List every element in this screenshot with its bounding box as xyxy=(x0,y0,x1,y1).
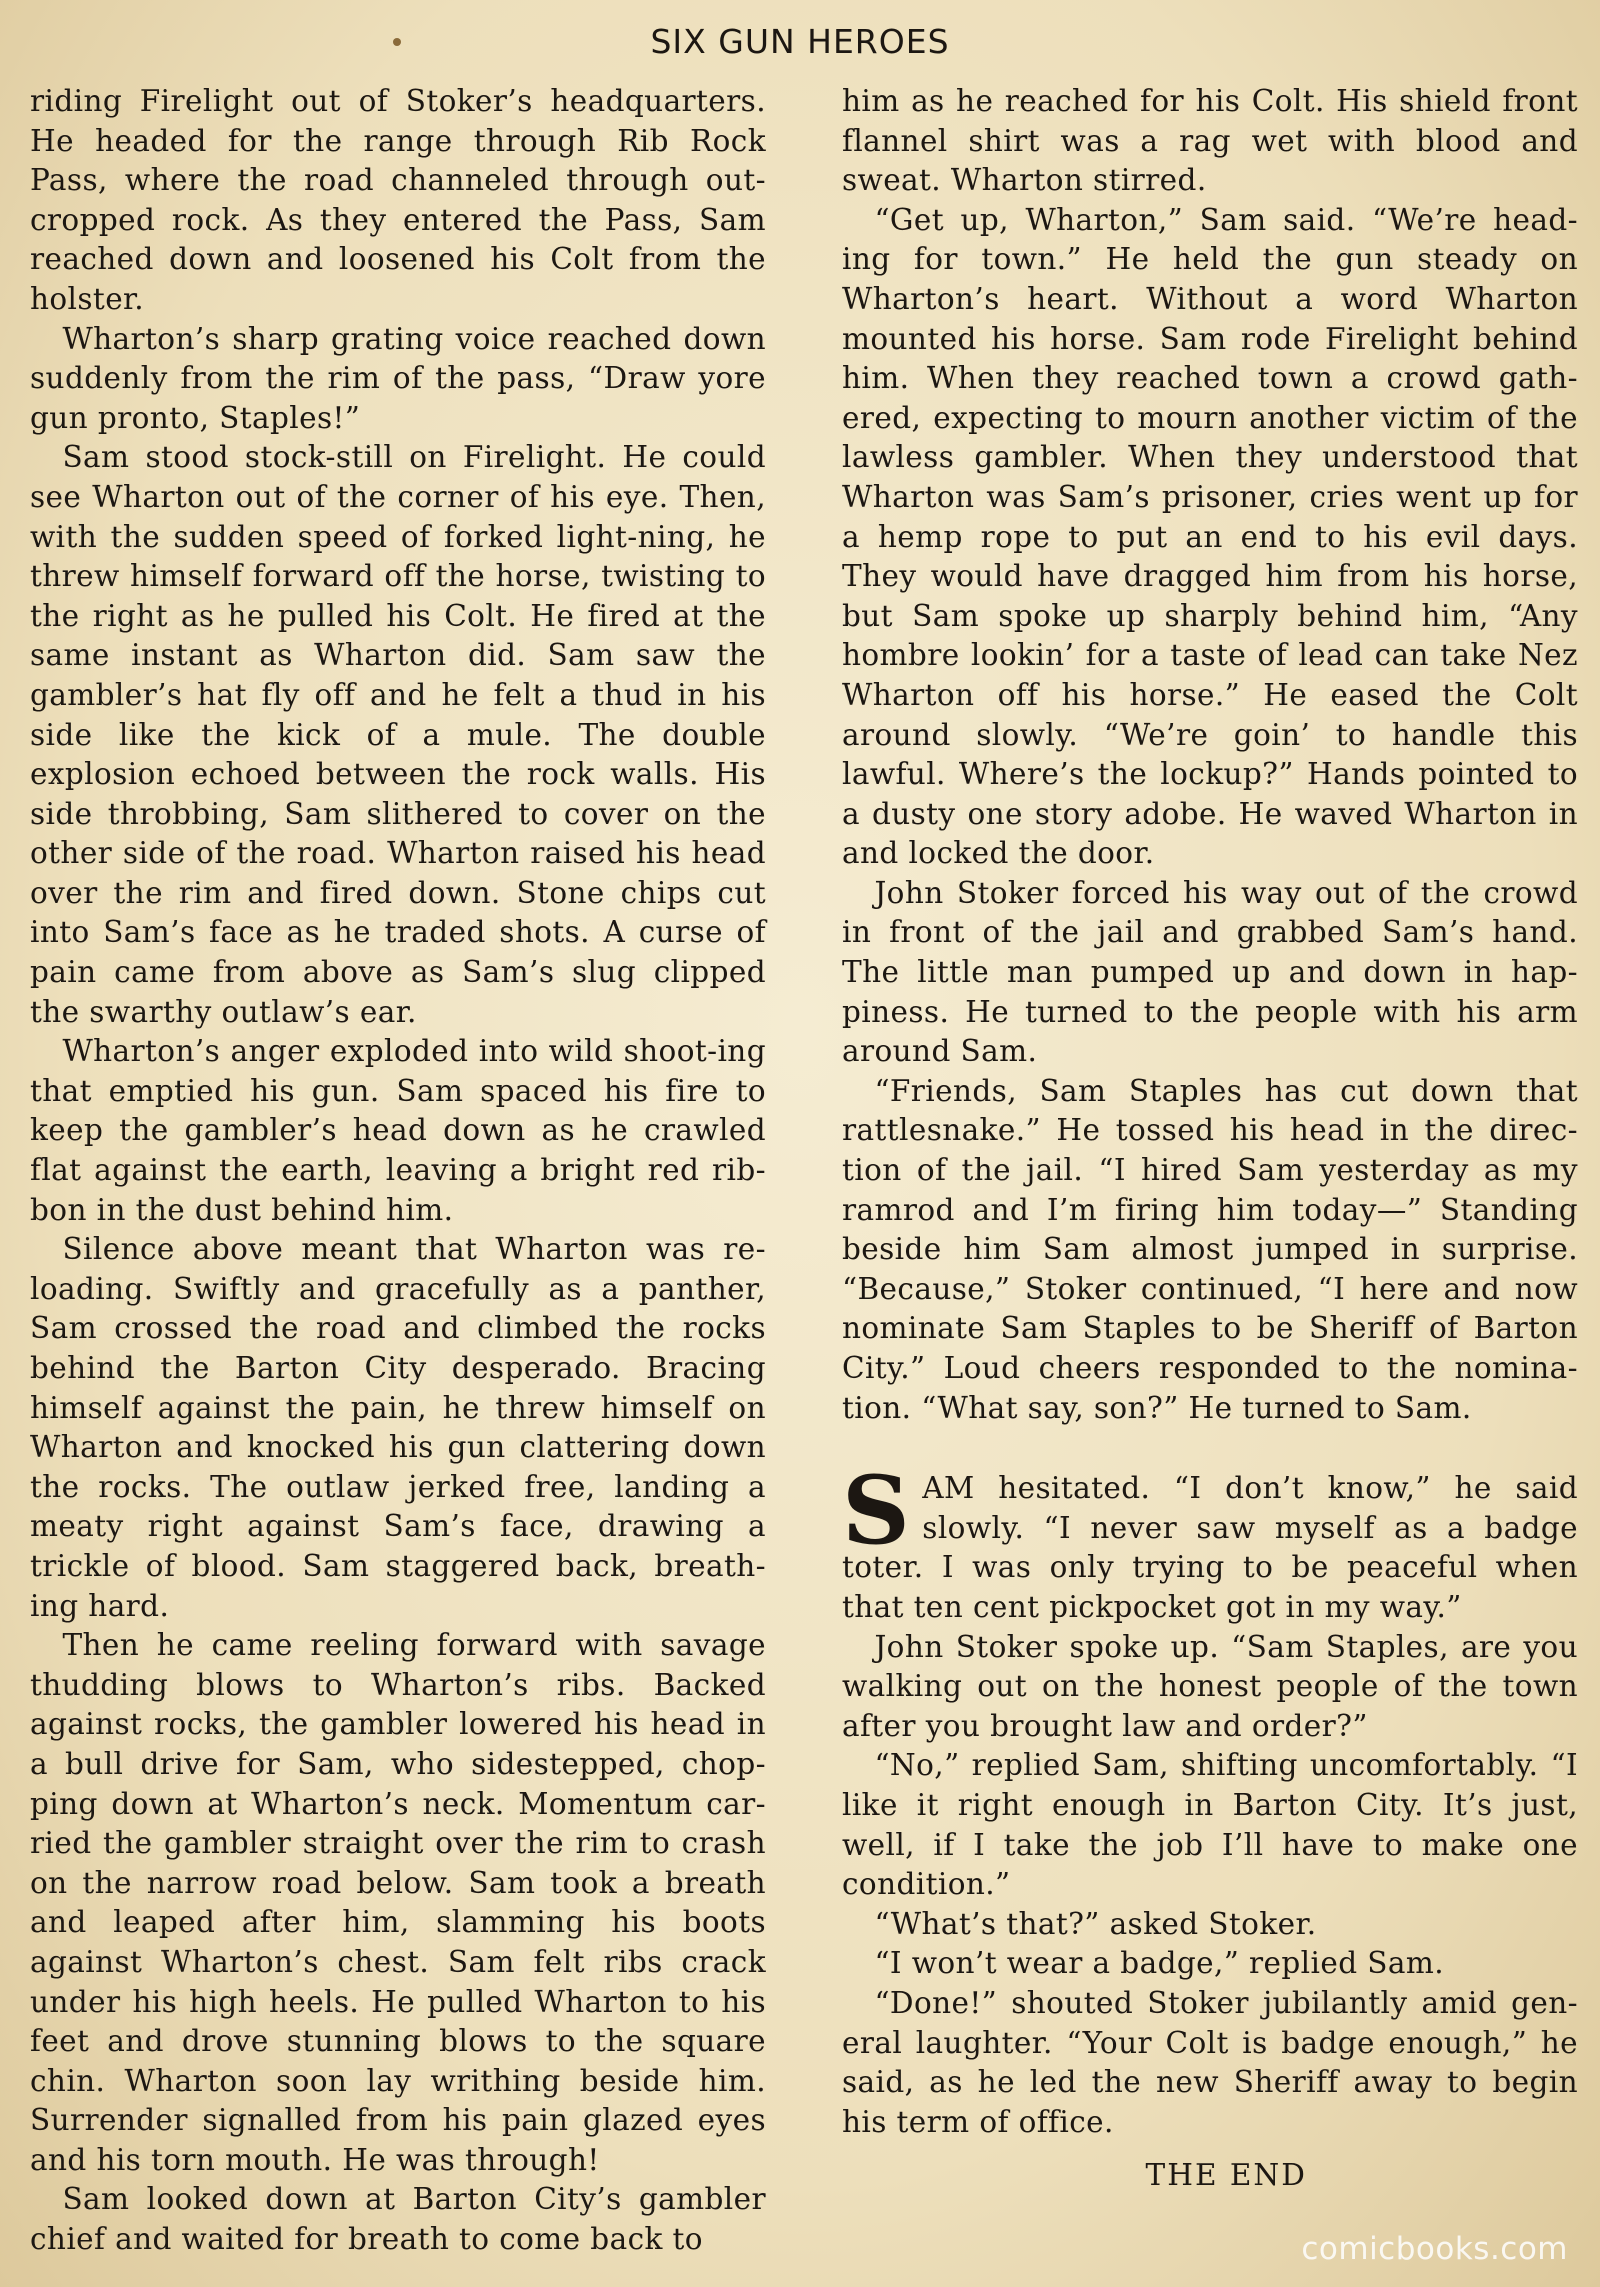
right-text-column xyxy=(842,82,1578,2196)
paragraph: John Stoker spoke up. “Sam Staples, are you walking out on the honest people of the town after you brought law and order?” xyxy=(842,1629,1578,1743)
paragraph: Sam stood stock-still on Firelight. He could see Wharton out of the corner of his eye. Then, with the sudden speed of forked light-ning, he threw himself forward off the horse, twisting to the right as he pulled his Colt. He fired at the same instant as Wharton did. Sam saw the gambler’s hat fly off and he felt a thud in his side like the kick of a mule. The double explosion echoed between the rock walls. His side throbbing, Sam slithered to cover on the other side of the road. Wharton raised his head over the rim and fired down. Stone chips cut into Sam’s face as he traded shots. A curse of pain came from above as Sam’s slug clipped the swarthy outlaw’s ear. xyxy=(30,440,766,1029)
paragraph: Wharton’s sharp grating voice reached down suddenly from the rim of the pass, “Draw yore gun pronto, Staples!” xyxy=(30,321,766,435)
header-ornament-dot xyxy=(393,38,401,46)
drop-cap-letter: S xyxy=(842,1456,911,1567)
dropcap-paragraph-text: AM hesitated. “I don’t know,” he said slowly. “I never saw myself as a badge toter. I was only trying to be peaceful when that ten cent pickpocket got in my way.” xyxy=(842,1471,1578,1624)
paragraph: Silence above meant that Wharton was re-loading. Swiftly and gracefully as a panther, Sam crossed the road and climbed the rocks behind the Barton City desperado. Bracing himself against the pain, he threw himself on Wharton and knocked his gun clattering down the rocks. The outlaw jerked free, landing a meaty right against Sam’s face, drawing a trickle of blood. Sam staggered back, breath-ing hard. xyxy=(30,1232,766,1623)
left-text-column xyxy=(30,82,766,2260)
paragraph: John Stoker forced his way out of the crowd in front of the jail and grabbed Sam’s hand. The little man pumped up and down in hap-piness. He turned to the people with his arm around Sam. xyxy=(842,875,1578,1069)
paragraph: Sam looked down at Barton City’s gambler chief and waited for breath to come back to xyxy=(30,2182,766,2257)
paragraph: him as he reached for his Colt. His shield front flannel shirt was a rag wet with blood and sweat. Wharton stirred. xyxy=(842,84,1578,198)
dropcap-paragraph xyxy=(842,1456,1578,1627)
page-title: SIX GUN HEROES xyxy=(650,22,950,61)
paragraph: Wharton’s anger exploded into wild shoot-ing that emptied his gun. Sam spaced his fire to keep the gambler’s head down as he crawled flat against the earth, leaving a bright red rib-bon in the dust behind him. xyxy=(30,1034,766,1227)
paragraph: “What’s that?” asked Stoker. xyxy=(874,1906,1317,1941)
paragraph: “Get up, Wharton,” Sam said. “We’re head-ing for town.” He held the gun steady on Wharton’s heart. Without a word Wharton mounted his horse. Sam rode Firelight behind him. When they reached town a crowd gath-ered, expecting to mourn another victim of the lawless gambler. When they understood that Wharton was Sam’s prisoner, cries went up for a hemp rope to put an end to his evil days. They would have dragged him from his horse, but Sam spoke up sharply behind him, “Any hombre lookin’ for a taste of lead can take Nez Wharton off his horse.” He eased the Colt around slowly. “We’re goin’ to handle this lawful. Where’s the lockup?” Hands pointed to a dusty one story adobe. He waved Wharton in and locked the door. xyxy=(842,202,1578,871)
paragraph: Then he came reeling forward with savage thudding blows to Wharton’s ribs. Backed against rocks, the gambler lowered his head in a bull drive for Sam, who sidestepped, chop-ping down at Wharton’s neck. Momentum car-ried the gambler straight over the rim to crash on the narrow road below. Sam took a breath and leaped after him, slamming his boots against Wharton’s chest. Sam felt ribs crack under his high heels. He pulled Wharton to his feet and drove stunning blows to the square chin. Wharton soon lay writhing beside him. Surrender signalled from his pain glazed eyes and his torn mouth. He was through! xyxy=(30,1628,766,2177)
watermark: comicbooks.com xyxy=(1301,2231,1568,2267)
page-header xyxy=(0,22,1600,61)
paragraph: “No,” replied Sam, shifting uncomfortably. “I like it right enough in Barton City. It’s just, well, if I take the job I’ll have to make one condition.” xyxy=(842,1748,1578,1902)
paragraph: riding Firelight out of Stoker’s headquarters. He headed for the range through Rib Rock Pass, where the road channeled through out-cropped rock. As they entered the Pass, Sam reached down and loosened his Colt from the holster. xyxy=(30,84,766,316)
the-end-label: THE END xyxy=(1145,2158,1307,2193)
paragraph: “Friends, Sam Staples has cut down that rattlesnake.” He tossed his head in the direc-tion of the jail. “I hired Sam yesterday as my ramrod and I’m firing him today—” Standing beside him Sam almost jumped in surprise. “Because,” Stoker continued, “I here and now nominate Sam Staples to be Sheriff of Barton City.” Loud cheers responded to the nomina-tion. “What say, son?” He turned to Sam. xyxy=(842,1073,1578,1425)
paragraph: “I won’t wear a badge,” replied Sam. xyxy=(874,1946,1445,1981)
paragraph: “Done!” shouted Stoker jubilantly amid gen-eral laughter. “Your Colt is badge enough,” he said, as he led the new Sheriff away to begin his term of office. xyxy=(842,1985,1578,2139)
